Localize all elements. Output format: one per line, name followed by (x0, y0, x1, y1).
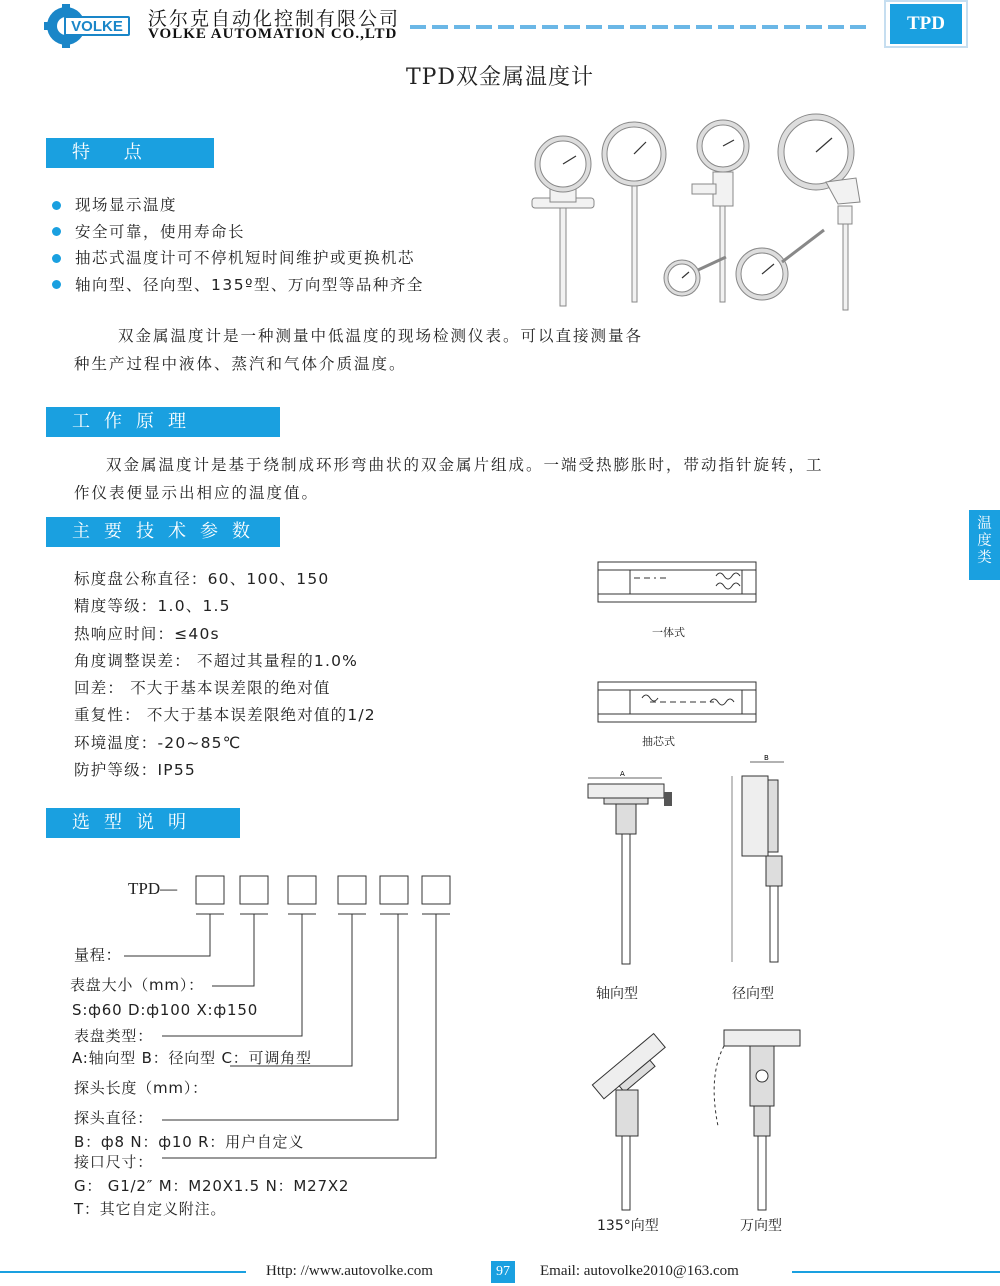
intro-line-2: 种生产过程中液体、蒸汽和气体介质温度。 (74, 355, 407, 373)
list-item: 安全可靠，使用寿命长 (52, 219, 424, 246)
section-selection-heading: 选型说明 (46, 808, 240, 838)
connection-label: 接口尺寸： (74, 1153, 154, 1171)
caption-universal: 万向型 (740, 1218, 782, 1234)
spec-item: 标度盘公称直径：60、100、150 (74, 570, 330, 588)
range-label: 量程： (74, 946, 122, 964)
caption-integral: 一体式 (652, 626, 685, 639)
angle135-drawing (582, 1020, 702, 1216)
company-name-cn: 沃尔克自动化控制有限公司 (148, 8, 401, 30)
footer-email[interactable]: Email: autovolke2010@163.com (540, 1263, 739, 1279)
spec-item: 精度等级：1.0、1.5 (74, 597, 231, 616)
specs-list (74, 566, 376, 784)
spec-item: 重复性： 不大于基本误差限绝对值的1/2 (74, 706, 376, 725)
footer-website[interactable]: Http: //www.autovolke.com (266, 1263, 433, 1279)
list-item: 抽芯式温度计可不停机短时间维护或更换机芯 (52, 245, 424, 272)
integral-diagram (590, 556, 770, 616)
connection-options: G： G1/2″ M：M20X1.5 N：M27X2 (74, 1177, 350, 1195)
svg-text:B: B (764, 754, 769, 762)
probe-diameter-label: 探头直径： (74, 1109, 154, 1127)
list-item: 轴向型、径向型、135º型、万向型等品种齐全 (52, 272, 424, 299)
side-tab-category: 温 度 类 (969, 510, 1000, 580)
company-name-en: VOLKE AUTOMATION CO.,LTD (148, 26, 398, 42)
dial-size-options: S:ф60 D:ф100 X:ф150 (72, 1001, 259, 1019)
custom-note: T：其它自定义附注。 (74, 1200, 227, 1218)
spec-item: 环境温度：-20~85℃ (74, 733, 242, 752)
bullet-icon (52, 201, 61, 210)
dial-type-options: A:轴向型 B：径向型 C：可调角型 (72, 1049, 312, 1067)
caption-removable: 抽芯式 (642, 735, 675, 748)
removable-diagram (590, 676, 770, 732)
axial-drawing (580, 770, 690, 970)
section-features-heading: 特 点 (46, 138, 214, 168)
spec-item: 热响应时间：≤40s (74, 624, 220, 643)
tab-tpd: TPD (890, 4, 962, 44)
spec-item: 回差： 不大于基本误差限的绝对值 (74, 679, 331, 698)
bullet-icon (52, 254, 61, 263)
dial-type-label: 表盘类型： (74, 1027, 154, 1045)
product-photo (526, 112, 866, 312)
spec-item: 角度调整误差： 不超过其量程的1.0% (74, 651, 359, 670)
section-principle-heading: 工作原理 (46, 407, 280, 437)
caption-radial: 径向型 (732, 986, 774, 1002)
probe-length-label: 探头长度（mm）： (74, 1079, 208, 1097)
volke-logo (44, 4, 132, 48)
page-title: TPD双金属温度计 (405, 65, 595, 90)
footer-line-right (792, 1271, 1000, 1273)
dial-size-label: 表盘大小（mm）： (70, 976, 204, 994)
probe-diameter-options: B：ф8 N：ф10 R：用户自定义 (74, 1133, 305, 1151)
footer-line-left (0, 1271, 246, 1273)
bullet-icon (52, 227, 61, 236)
list-item: 现场显示温度 (52, 192, 424, 219)
radial-drawing (724, 750, 794, 970)
bullet-icon (52, 280, 61, 289)
section-specs-heading: 主要技术参数 (46, 517, 280, 547)
model-prefix: TPD— (128, 879, 178, 898)
principle-line-2: 作仪表便显示出相应的温度值。 (74, 484, 320, 502)
caption-135: 135°向型 (597, 1218, 659, 1234)
features-list (52, 192, 424, 298)
caption-axial: 轴向型 (596, 986, 638, 1002)
intro-line-1: 双金属温度计是一种测量中低温度的现场检测仪表。可以直接测量各 (118, 327, 644, 345)
principle-line-1: 双金属温度计是基于绕制成环形弯曲状的双金属片组成。一端受热膨胀时，带动指针旋转，工 (106, 456, 824, 474)
logo-text: VOLKE (71, 18, 123, 35)
spec-item: 防护等级：IP55 (74, 761, 196, 780)
universal-drawing (704, 1016, 814, 1216)
header-divider (410, 25, 870, 29)
svg-text:A: A (620, 770, 625, 778)
page-number: 97 (491, 1261, 515, 1283)
